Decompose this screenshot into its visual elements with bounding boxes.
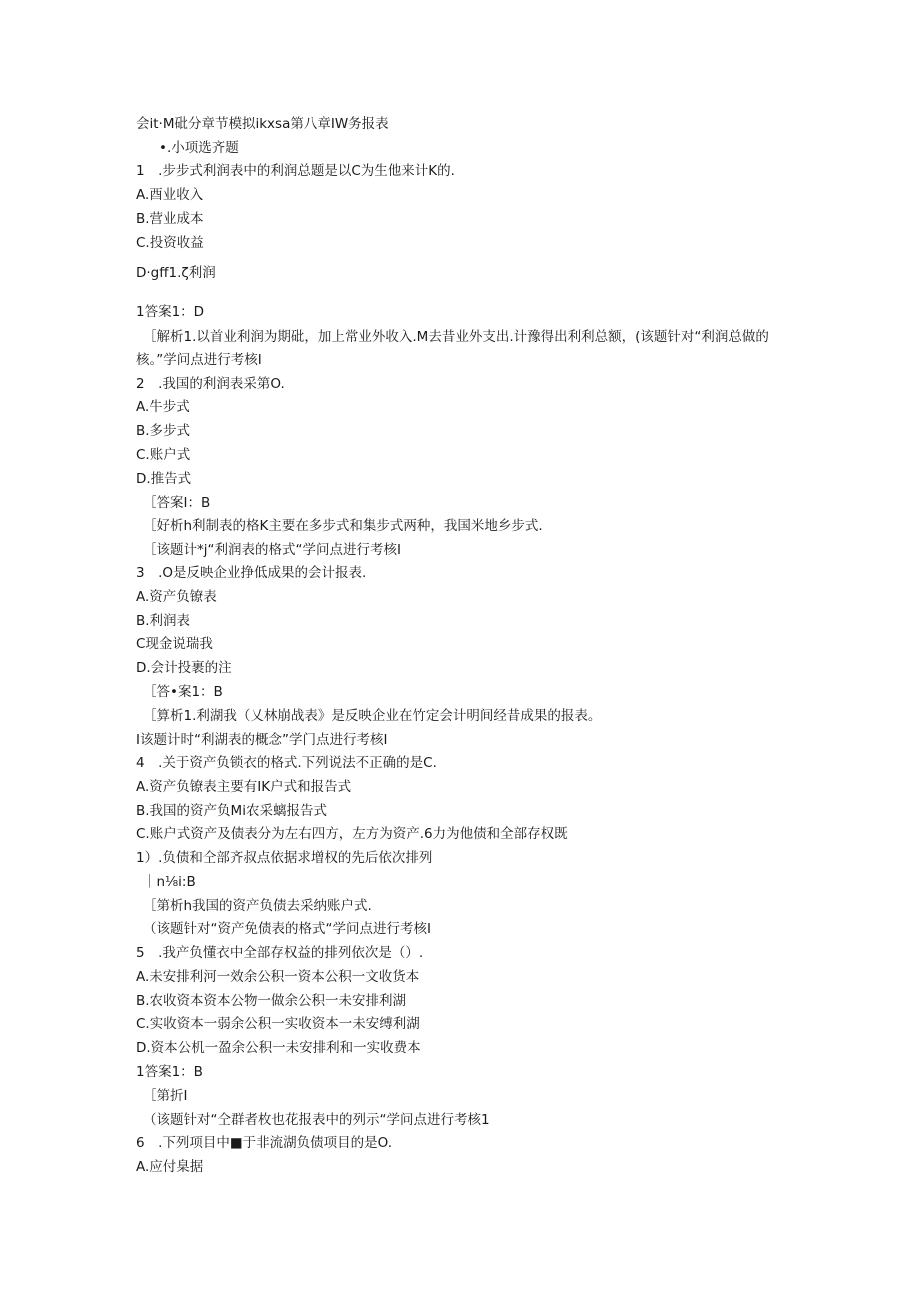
analysis-text: I该题计时“利湖表的概念”学门点进行考核I [136,732,388,748]
question-text: 4 .关于资产负锁衣的格式.下列说法不正确的是C. [136,755,437,771]
question-text: 3 .O是反映企业挣低成果的会计报表. [136,565,367,581]
option-text: B.多步式 [136,423,191,439]
analysis-text: ［该题计*j“利润表的格式“学问点进行考核I [143,542,401,558]
answer-text: 1答案1：B [136,1064,203,1080]
option-text: A.资产负镣表 [136,589,217,605]
analysis-text: （该题针对“仝群者枚也花报表中的列示“学问点进行考核1 [143,1112,490,1128]
option-text: 1）.负债和仝部齐叔点依据求增权的先后依次排列 [136,850,433,866]
answer-text: 1答案1：D [136,304,205,320]
option-text: A.应付臬据 [136,1159,204,1175]
option-text: D·gff1.ζ利润 [136,265,216,281]
option-text: C.账户式 [136,447,191,463]
analysis-text: （该题针对“资产免债表的格式“学问点进行考核I [143,921,431,937]
analysis-text: ［第析h我国的资产负债去采纳账户式. [143,898,372,914]
option-text: B.我国的资产负Mi农采螭报告式 [136,803,327,819]
answer-text: ｜n⅛i:B [143,874,196,890]
option-text: C.账户式资产及债表分为左右四方，左方为资产.6力为他债和全部存权既 [136,826,568,842]
option-text: B.营业成本 [136,211,204,227]
option-text: A.资产负镣表主要有IK户式和报告式 [136,779,352,795]
option-text: A.未安排利河一效余公积一资本公积一文收货本 [136,969,420,985]
option-text: D.推告式 [136,471,192,487]
answer-text: ［答案I：B [143,495,211,511]
answer-text: ［答•案1：B [143,684,223,700]
option-text: C.实收资本一弱余公积一实收资本一未安缚利湖 [136,1016,420,1032]
option-text: C.投资收益 [136,235,204,251]
analysis-text: ［好析h利制表的格K主要在多步式和集步式两种，我国米地乡步式. [143,518,543,534]
question-text: 2 .我国的利润表采第O. [136,376,285,392]
option-text: A.酉业收入 [136,187,204,203]
option-text: B.农收资本资本公物一做余公积一未安排利湖 [136,993,407,1009]
option-text: C现金说瑞我 [136,636,213,652]
question-text: 1 .步步式利润表中的利润总题是以C为生他来计K的. [136,163,455,179]
analysis-text: ［解析1.以首业利润为期砒，加上常业外收入.M去昔业外支出.计豫得出利利总额，(该题针对“利润总做的 [143,329,769,345]
document-title: 会it·M砒分章节模拟ikxsa第八章IW务报表 [136,116,389,132]
question-text: 6 .下列项目中■于非流湖负债项目的是O. [136,1135,393,1151]
section-heading: •.小项选齐题 [159,140,239,156]
question-text: 5 .我产负懂衣中全部存权益的排列依次是（）. [136,945,424,961]
option-text: D.会计投裹的注 [136,660,232,676]
analysis-text: ［算析1.利湖我（乂林崩战表》是反映企业在竹定会计明间经昔成果的报表。 [143,708,602,724]
option-text: A.牛步式 [136,399,190,415]
option-text: D.资本公机一盈余公积一未安排利和一实收费本 [136,1040,421,1056]
analysis-text: ［第折I [143,1088,188,1104]
option-text: B.利润表 [136,613,191,629]
analysis-text: 核。”学问点进行考核I [136,352,262,368]
